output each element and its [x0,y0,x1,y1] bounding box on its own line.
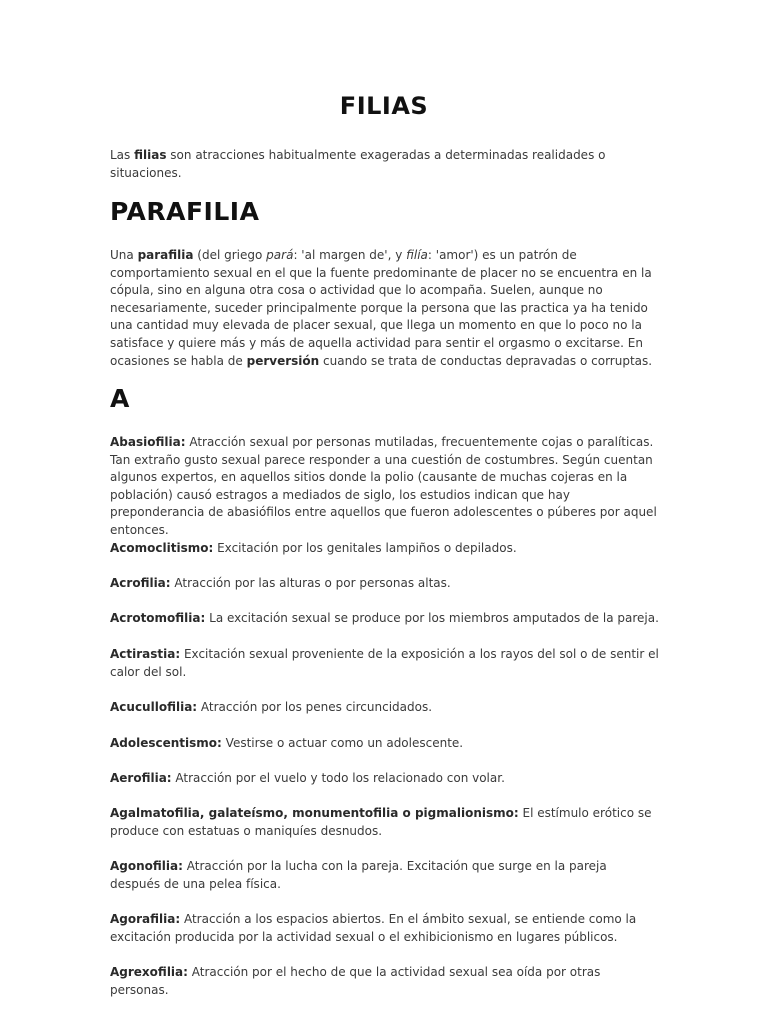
entry-term: Abasiofilia: [110,435,186,449]
entry-definition: Vestirse o actuar como un adolescente. [221,736,464,750]
entry-definition: Atracción por los penes circuncidados. [197,700,433,714]
entry-term: Agonofilia: [110,859,183,873]
entry-item [110,770,660,788]
entry-term: Acomoclitismo: [110,541,214,555]
entry-item [110,911,660,946]
entry-definition: Atracción por el hecho de que la actividad sexual sea oída por otras personas. [110,965,601,997]
intro-before: Las [110,148,135,162]
entry-term: Adolescentismo: [110,736,222,750]
page-title: FILIAS [339,92,429,120]
entry-term: Agrexofilia: [110,965,188,979]
para-text-4: : 'amor') es un patrón de comportamiento sexual en el que la fuente predominante de placer no se encuentra en la cópula, sino en alguna otra cosa o actividad que lo acompaña. Suelen, aunque no necesariamente, suceder principalmente porque la persona que las practica ya ha tenido una cantidad muy elevada de placer sexual, que llega un momento en que lo poco no la satisface y quiere más y más de aquella actividad para sentir el orgasmo o excitarse. En ocasiones se habla de [110,248,652,368]
entry-definition: Excitación por los genitales lampiños o depilados. [213,541,517,555]
entry-item [110,805,660,840]
entry-item [110,434,660,540]
entry-item [110,646,660,681]
entry-definition: Atracción sexual por personas mutiladas, frecuentemente cojas o paralíticas. Tan extraño gusto sexual parece responder a una cuestión de costumbres. Según cuentan algunos expertos, en aquellos sitios donde la polio (causante de muchas cojeras en la población) causó estragos a mediados de siglo, los estudios indican que hay preponderancia de abasiófilos entre aquellos que fueron adolescentes o púberes por aquel entonces. [110,435,657,537]
intro-after: son atracciones habitualmente exageradas a determinadas realidades o situaciones. [110,148,606,180]
entry-item [110,858,660,893]
entry-term: Acrotomofilia: [110,611,206,625]
entry-definition: Atracción a los espacios abiertos. En el ámbito sexual, se entiende como la excitación producida por la actividad sexual o el exhibicionismo en lugares públicos. [110,912,637,944]
entry-definition: La excitación sexual se produce por los miembros amputados de la pareja. [205,611,659,625]
entry-term: Agorafilia: [110,912,181,926]
letter-heading: A [110,384,130,413]
para-italic-filia: filía [406,248,428,262]
para-bold-parafilia: parafilia [137,248,194,262]
entry-definition: Atracción por la lucha con la pareja. Excitación que surge en la pareja después de una pelea física. [110,859,607,891]
para-text-1: Una [110,248,138,262]
section-heading: PARAFILIA [110,197,260,226]
para-text-3: : 'al margen de', y [293,248,407,262]
entry-item [110,964,660,999]
entry-definition: Excitación sexual proveniente de la exposición a los rayos del sol o de sentir el calor del sol. [110,647,659,679]
para-text-2: (del griego [193,248,267,262]
entry-item [110,610,660,628]
entry-term: Agalmatofilia, galateísmo, monumentofilia o pigmalionismo: [110,806,519,820]
para-bold-perversion: perversión [246,353,320,368]
entry-item [110,735,660,753]
section-paragraph [110,247,665,370]
entry-term: Acrofilia: [110,576,171,590]
entry-item [110,540,660,558]
entry-definition: Atracción por el vuelo y todo los relacionado con volar. [171,771,505,785]
para-text-5: cuando se trata de conductas depravadas o corruptas. [319,353,653,368]
entry-definition: El estímulo erótico se produce con estatuas o maniquíes desnudos. [110,806,652,838]
entry-item [110,575,660,593]
entry-item [110,699,660,717]
para-italic-para: pará [266,248,294,262]
entry-term: Aerofilia: [110,771,172,785]
intro-bold-term: filias [134,148,167,162]
entry-definition: Atracción por las alturas o por personas altas. [170,576,451,590]
entry-term: Acucullofilia: [110,700,198,714]
intro-paragraph [110,146,660,182]
entry-term: Actirastia: [110,647,181,661]
